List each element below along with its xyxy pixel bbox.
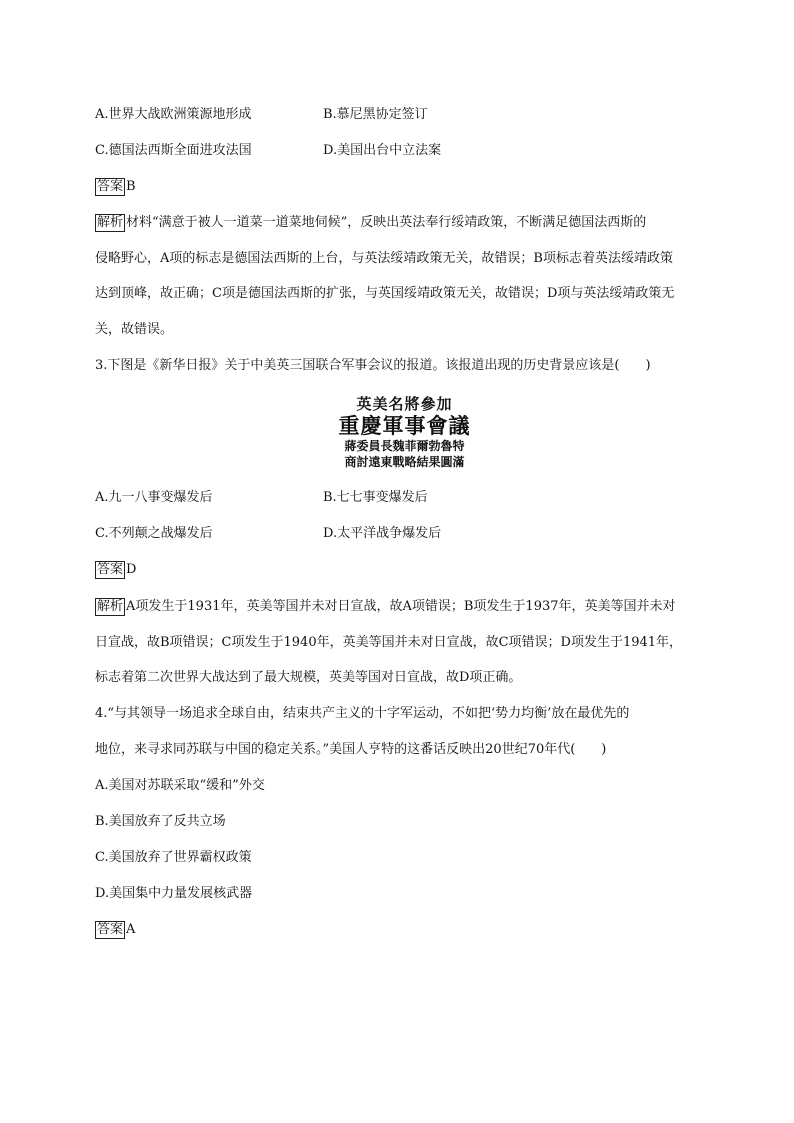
q3-answer <box>95 561 136 579</box>
answer-value: D <box>126 562 137 577</box>
analysis-tag: 解析 <box>97 215 124 230</box>
q3-analysis-line-2: 日宣战，故B项错误；C项发生于1940年，英美等国并未对日宣战，故C项错误；D项发生于1941年， <box>95 635 683 650</box>
q4-stem-line-1: 4.“与其领导一场追求全球自由，结束共产主义的十字军运动，不如把‘势力均衡’放在最优先的 <box>95 706 630 721</box>
newspaper-clipping <box>332 395 477 475</box>
answer-value: B <box>126 179 136 194</box>
q2-analysis-line-4: 关，故错误。 <box>95 322 174 337</box>
analysis-tag: 解析 <box>97 599 124 614</box>
q3-analysis-line-1 <box>95 598 676 616</box>
q2-option-c: C.德国法西斯全面进攻法国 <box>95 143 252 158</box>
q3-option-d: D.太平洋战争爆发后 <box>323 526 442 541</box>
answer-value: A <box>126 922 136 937</box>
q2-analysis-line-1 <box>95 214 646 232</box>
q3-stem: 3.下图是《新华日报》关于中美英三国联合军事会议的报道。该报道出现的历史背景应该是( ) <box>95 358 651 373</box>
clipping-line-3: 蔣委員長魏菲爾勃魯特 <box>344 439 465 453</box>
q2-option-a: A.世界大战欧洲策源地形成 <box>95 107 252 122</box>
q2-analysis-line-2: 侵略野心，A项的标志是德国法西斯的上台，与英法绥靖政策无关，故错误；B项标志着英法绥靖政策 <box>95 251 673 266</box>
clipping-line-1: 英美名將參加 <box>356 395 453 413</box>
answer-tag: 答案 <box>97 179 124 194</box>
q3-option-a: A.九一八事变爆发后 <box>95 490 213 505</box>
analysis-text: 材料“满意于被人一道菜一道菜地伺候”，反映出英法奉行绥靖政策，不断满足德国法西斯的 <box>126 215 647 230</box>
q2-option-b: B.慕尼黑协定签订 <box>323 107 428 122</box>
q4-option-b: B.美国放弃了反共立场 <box>95 814 226 829</box>
q4-option-d: D.美国集中力量发展核武器 <box>95 886 253 901</box>
q4-option-c: C.美国放弃了世界霸权政策 <box>95 850 252 865</box>
q3-option-b: B.七七事变爆发后 <box>323 490 428 505</box>
clipping-line-2: 重慶軍事會議 <box>338 413 471 438</box>
q4-answer <box>95 921 135 939</box>
q2-analysis-line-3: 达到顶峰，故正确；C项是德国法西斯的扩张，与英国绥靖政策无关，故错误；D项与英法绥靖政策无 <box>95 286 675 301</box>
q4-stem-line-2: 地位，来寻求同苏联与中国的稳定关系。”美国人亨特的这番话反映出20世纪70年代( ) <box>95 742 607 757</box>
answer-tag: 答案 <box>97 922 124 937</box>
answer-tag: 答案 <box>97 562 124 577</box>
q3-analysis-line-3: 标志着第二次世界大战达到了最大规模，英美等国对日宣战，故D项正确。 <box>95 670 522 685</box>
q2-answer <box>95 178 136 196</box>
q2-option-d: D.美国出台中立法案 <box>323 143 442 158</box>
clipping-line-4: 商討遠東戰略結果圓滿 <box>344 455 465 469</box>
analysis-text: A项发生于1931年，英美等国并未对日宣战，故A项错误；B项发生于1937年，英美等国并未对 <box>126 599 676 614</box>
q4-option-a: A.美国对苏联采取“缓和”外交 <box>95 778 265 793</box>
q3-option-c: C.不列颠之战爆发后 <box>95 526 213 541</box>
